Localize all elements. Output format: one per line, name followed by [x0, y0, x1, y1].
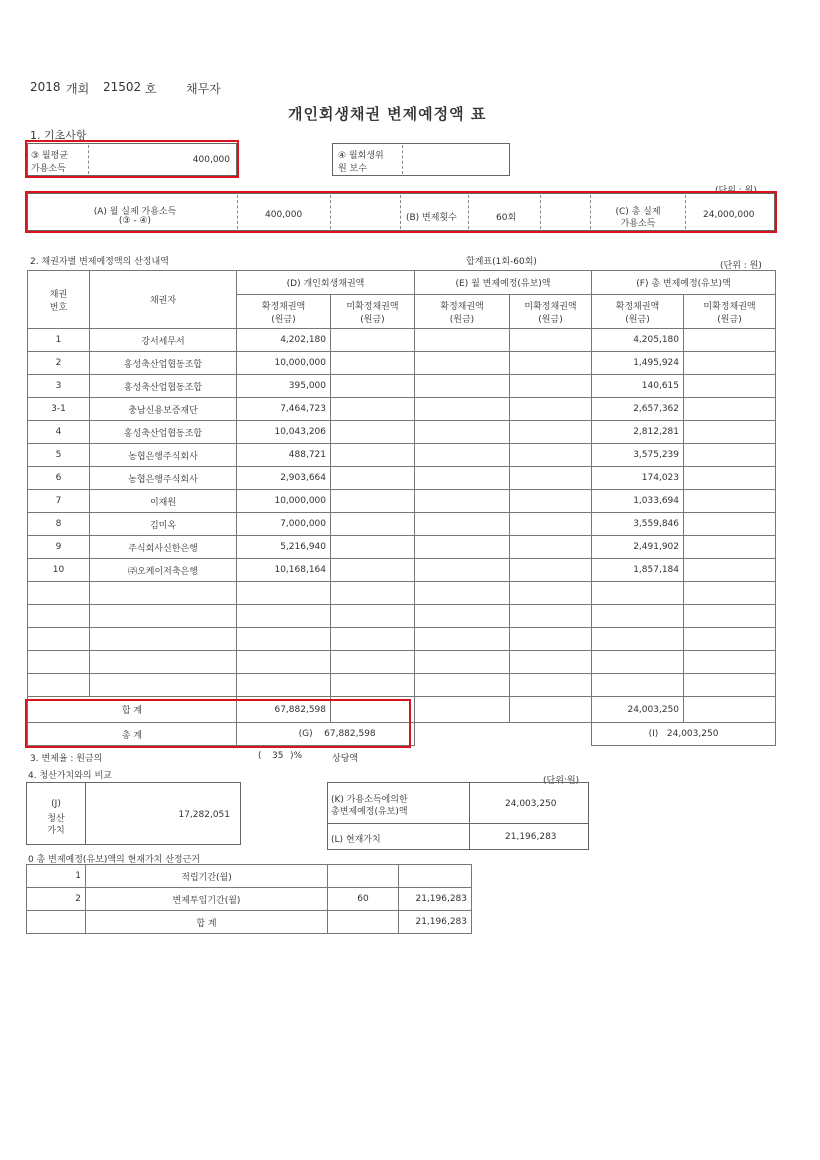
e-unconfirmed-value	[510, 444, 592, 467]
e-unconfirmed-value	[510, 605, 592, 628]
table-row	[28, 651, 776, 674]
e-confirmed-value	[415, 421, 510, 444]
d-unconfirmed-value	[331, 536, 415, 559]
creditor-name: 홍성축산업협동조합	[90, 421, 237, 444]
table-row	[28, 329, 776, 352]
e-unconfirmed-value	[510, 352, 592, 375]
creditor-no: 9	[28, 536, 90, 559]
case-suffix: 호	[145, 82, 157, 96]
f-unconfirmed-value	[684, 628, 776, 651]
d-confirmed-value: 10,000,000	[237, 490, 331, 513]
f-unconfirmed-value	[684, 421, 776, 444]
creditor-name: 홍성축산업협동조합	[90, 375, 237, 398]
d-confirmed-value: 10,000,000	[237, 352, 331, 375]
d-confirmed-value	[237, 674, 331, 697]
d-confirmed-value	[237, 628, 331, 651]
d-confirmed-value: 4,202,180	[237, 329, 331, 352]
f-unconfirmed-value	[684, 605, 776, 628]
f-confirmed-value: 4,205,180	[592, 329, 684, 352]
f-unconfirmed-value	[684, 651, 776, 674]
creditor-no	[28, 628, 90, 651]
creditor-name: 강서세무서	[90, 329, 237, 352]
sum-d-value: 67,882,598	[237, 697, 331, 723]
table-row	[28, 674, 776, 697]
d-unconfirmed-value	[331, 398, 415, 421]
l-value: 21,196,283	[505, 832, 557, 842]
monthly-income-value: 400,000	[192, 155, 230, 165]
section1-title: 1. 기초사항	[30, 129, 87, 142]
d-unconfirmed-value	[331, 329, 415, 352]
f-unconfirmed-value	[684, 536, 776, 559]
c-label-2: 가용소득	[620, 219, 656, 229]
pv-row-months	[328, 865, 399, 888]
d-confirmed-value	[237, 651, 331, 674]
section2-subtitle: 합계표(1회-60회)	[466, 257, 537, 267]
creditor-no: 1	[28, 329, 90, 352]
total-i: (I) 24,003,250	[592, 723, 776, 746]
e-confirmed-value	[415, 628, 510, 651]
a-value: 400,000	[265, 210, 303, 220]
f-confirmed-value: 140,615	[592, 375, 684, 398]
pv-row-months: 60	[328, 888, 399, 911]
pv-row-no: 2	[27, 888, 86, 911]
creditor-no: 10	[28, 559, 90, 582]
table-row	[28, 467, 776, 490]
monthly-income-label-2: 가용소득	[31, 164, 66, 174]
creditor-name: 농협은행주식회사	[90, 467, 237, 490]
d-unconfirmed-value	[331, 628, 415, 651]
e-confirmed-value	[415, 375, 510, 398]
creditor-no	[28, 605, 90, 628]
c-label-1: (C) 총 실제	[615, 207, 661, 217]
k-label-2: 총변제예정(유보)액	[331, 807, 408, 817]
d-confirmed-header: 확정채권액 (원금)	[237, 295, 331, 329]
d-unconfirmed-value	[331, 490, 415, 513]
col-d-header: (D) 개인회생채권액	[237, 271, 415, 295]
creditor-name	[90, 605, 237, 628]
creditor-no: 6	[28, 467, 90, 490]
d-unconfirmed-value	[331, 352, 415, 375]
highlight-income-summary	[25, 191, 777, 233]
e-confirmed-value	[415, 398, 510, 421]
total-label: 총 계	[28, 723, 237, 746]
table-row	[28, 352, 776, 375]
f-confirmed-value	[592, 628, 684, 651]
creditor-no: 3-1	[28, 398, 90, 421]
table-row	[28, 444, 776, 467]
f-confirmed-value	[592, 674, 684, 697]
col-no-header: 채권 번호	[28, 271, 90, 329]
creditor-no: 5	[28, 444, 90, 467]
j-label-3: 가치	[47, 826, 65, 836]
d-confirmed-value: 2,903,664	[237, 467, 331, 490]
f-unconfirmed-value	[684, 375, 776, 398]
table-row	[28, 421, 776, 444]
d-unconfirmed-value	[331, 444, 415, 467]
section3-text-2: 상당액	[332, 754, 359, 764]
creditor-name	[90, 674, 237, 697]
section5-title: 0 총 변제예정(유보)액의 현재가치 산정근거	[28, 855, 200, 865]
table-row	[28, 490, 776, 513]
f-confirmed-value	[592, 605, 684, 628]
creditor-name: 충남신용보증재단	[90, 398, 237, 421]
b-label: (B) 변제횟수	[406, 213, 457, 223]
e-confirmed-value	[415, 329, 510, 352]
table-row	[28, 559, 776, 582]
b-value: 60회	[496, 213, 517, 223]
table-row	[28, 605, 776, 628]
col-f-header: (F) 총 변제예정(유보)액	[592, 271, 776, 295]
sum-f-value: 24,003,250	[592, 697, 684, 723]
d-confirmed-value: 395,000	[237, 375, 331, 398]
f-confirmed-value: 2,812,281	[592, 421, 684, 444]
k-value: 24,003,250	[505, 799, 557, 809]
creditor-name: 주식회사신한은행	[90, 536, 237, 559]
pv-sum-label: 합 계	[86, 911, 328, 934]
creditor-no: 7	[28, 490, 90, 513]
f-confirmed-value: 2,657,362	[592, 398, 684, 421]
creditor-name: 농협은행주식회사	[90, 444, 237, 467]
f-confirmed-value: 3,575,239	[592, 444, 684, 467]
e-confirmed-value	[415, 559, 510, 582]
d-confirmed-value: 7,464,723	[237, 398, 331, 421]
case-type: 개회	[66, 82, 90, 96]
creditor-no: 2	[28, 352, 90, 375]
e-confirmed-value	[415, 582, 510, 605]
trustee-fee-label-1: ④ 월회생위	[338, 151, 384, 161]
f-confirmed-value: 174,023	[592, 467, 684, 490]
party-label: 채무자	[186, 82, 221, 96]
creditor-no	[28, 651, 90, 674]
e-confirmed-header: 확정채권액 (원금)	[415, 295, 510, 329]
e-unconfirmed-value	[510, 329, 592, 352]
f-confirmed-value	[592, 582, 684, 605]
pv-sum-value: 21,196,283	[399, 911, 472, 934]
col-e-header: (E) 월 변제예정(유보)액	[415, 271, 592, 295]
d-confirmed-value: 488,721	[237, 444, 331, 467]
pv-row-label: 적립기간(월)	[86, 865, 328, 888]
f-unconfirmed-value	[684, 352, 776, 375]
table-row	[28, 375, 776, 398]
d-unconfirmed-value	[331, 674, 415, 697]
list-item	[27, 888, 472, 911]
e-confirmed-value	[415, 605, 510, 628]
d-confirmed-value: 10,043,206	[237, 421, 331, 444]
a-label-2: (③ - ④)	[118, 216, 152, 226]
e-unconfirmed-value	[510, 651, 592, 674]
e-unconfirmed-value	[510, 536, 592, 559]
creditor-table	[27, 270, 776, 746]
creditor-no: 4	[28, 421, 90, 444]
f-confirmed-header: 확정채권액 (원금)	[592, 295, 684, 329]
section2-unit: (단위 : 원)	[720, 261, 762, 271]
f-confirmed-value: 2,491,902	[592, 536, 684, 559]
d-confirmed-value: 10,168,164	[237, 559, 331, 582]
creditor-name	[90, 651, 237, 674]
f-confirmed-value: 1,495,924	[592, 352, 684, 375]
page-title: 개인회생채권 변제예정액 표	[288, 105, 487, 123]
e-unconfirmed-value	[510, 398, 592, 421]
pv-row-no: 1	[27, 865, 86, 888]
creditor-no: 3	[28, 375, 90, 398]
table-row	[28, 513, 776, 536]
table-row	[28, 398, 776, 421]
f-unconfirmed-value	[684, 674, 776, 697]
list-item	[27, 865, 472, 888]
f-confirmed-value: 1,033,694	[592, 490, 684, 513]
f-unconfirmed-value	[684, 582, 776, 605]
d-confirmed-value	[237, 605, 331, 628]
rate-close: )%	[290, 751, 303, 761]
present-value-table	[26, 864, 472, 934]
e-unconfirmed-value	[510, 375, 592, 398]
a-label-1: (A) 월 실제 가용소득	[93, 207, 177, 217]
f-unconfirmed-value	[684, 398, 776, 421]
d-unconfirmed-value	[331, 559, 415, 582]
f-confirmed-value	[592, 651, 684, 674]
section3-text-1: 3. 변제율 : 원금의	[30, 754, 103, 764]
table-row	[28, 536, 776, 559]
section4-unit: (단위:원)	[543, 776, 580, 786]
case-number: 21502	[103, 80, 142, 94]
e-confirmed-value	[415, 444, 510, 467]
e-unconfirmed-header: 미확정채권액 (원금)	[510, 295, 592, 329]
e-unconfirmed-value	[510, 467, 592, 490]
monthly-income-label-1: ③ 월평균	[31, 151, 69, 161]
d-unconfirmed-value	[331, 375, 415, 398]
d-unconfirmed-value	[331, 421, 415, 444]
e-unconfirmed-value	[510, 582, 592, 605]
e-unconfirmed-value	[510, 513, 592, 536]
f-unconfirmed-value	[684, 490, 776, 513]
d-unconfirmed-header: 미확정채권액 (원금)	[331, 295, 415, 329]
e-confirmed-value	[415, 467, 510, 490]
f-confirmed-value: 1,857,184	[592, 559, 684, 582]
section4-title: 4. 청산가치와의 비교	[28, 771, 112, 781]
e-unconfirmed-value	[510, 421, 592, 444]
e-confirmed-value	[415, 490, 510, 513]
e-confirmed-value	[415, 513, 510, 536]
f-unconfirmed-value	[684, 467, 776, 490]
creditor-no	[28, 674, 90, 697]
e-confirmed-value	[415, 651, 510, 674]
highlight-totals	[25, 699, 411, 748]
creditor-name: 김미옥	[90, 513, 237, 536]
table-row	[28, 628, 776, 651]
pv-row-label: 변제투입기간(월)	[86, 888, 328, 911]
divider	[402, 145, 403, 174]
f-unconfirmed-value	[684, 559, 776, 582]
d-unconfirmed-value	[331, 605, 415, 628]
j-label-1: (J)	[51, 799, 61, 809]
section1-unit: (단위 : 원)	[715, 186, 757, 196]
rate-open: (	[258, 751, 262, 761]
e-unconfirmed-value	[510, 628, 592, 651]
table-row	[28, 582, 776, 605]
creditor-name	[90, 628, 237, 651]
c-value: 24,000,000	[703, 210, 755, 220]
e-unconfirmed-value	[510, 490, 592, 513]
e-confirmed-value	[415, 674, 510, 697]
d-unconfirmed-value	[331, 582, 415, 605]
creditor-no	[28, 582, 90, 605]
j-value: 17,282,051	[178, 810, 230, 820]
e-confirmed-value	[415, 536, 510, 559]
e-unconfirmed-value	[510, 674, 592, 697]
pv-row-value	[399, 865, 472, 888]
trustee-fee-label-2: 원 보수	[338, 164, 367, 174]
d-confirmed-value: 7,000,000	[237, 513, 331, 536]
creditor-name: 홍성축산업협동조합	[90, 352, 237, 375]
d-unconfirmed-value	[331, 467, 415, 490]
case-year: 2018	[30, 80, 61, 94]
sum-label: 합 계	[28, 697, 237, 723]
creditor-name: ㈜오케이저축은행	[90, 559, 237, 582]
e-confirmed-value	[415, 352, 510, 375]
k-label-1: (K) 가용소득에의한	[331, 795, 408, 805]
d-unconfirmed-value	[331, 513, 415, 536]
d-unconfirmed-value	[331, 651, 415, 674]
d-confirmed-value	[237, 582, 331, 605]
highlight-monthly-income	[25, 140, 239, 178]
j-label-2: 청산	[47, 814, 65, 824]
l-label: (L) 현재가치	[331, 835, 381, 845]
section2-title: 2. 채권자별 변제예정액의 산정내역	[30, 257, 169, 267]
f-unconfirmed-value	[684, 329, 776, 352]
f-unconfirmed-value	[684, 513, 776, 536]
e-unconfirmed-value	[510, 559, 592, 582]
creditor-name: 이재원	[90, 490, 237, 513]
f-unconfirmed-header: 미확정채권액 (원금)	[684, 295, 776, 329]
creditor-name	[90, 582, 237, 605]
repayment-rate: 35	[272, 751, 284, 761]
col-creditor-header: 채권자	[90, 271, 237, 329]
f-confirmed-value: 3,559,846	[592, 513, 684, 536]
total-g: (G) 67,882,598	[237, 723, 415, 746]
d-confirmed-value: 5,216,940	[237, 536, 331, 559]
pv-row-value: 21,196,283	[399, 888, 472, 911]
f-unconfirmed-value	[684, 444, 776, 467]
creditor-no: 8	[28, 513, 90, 536]
